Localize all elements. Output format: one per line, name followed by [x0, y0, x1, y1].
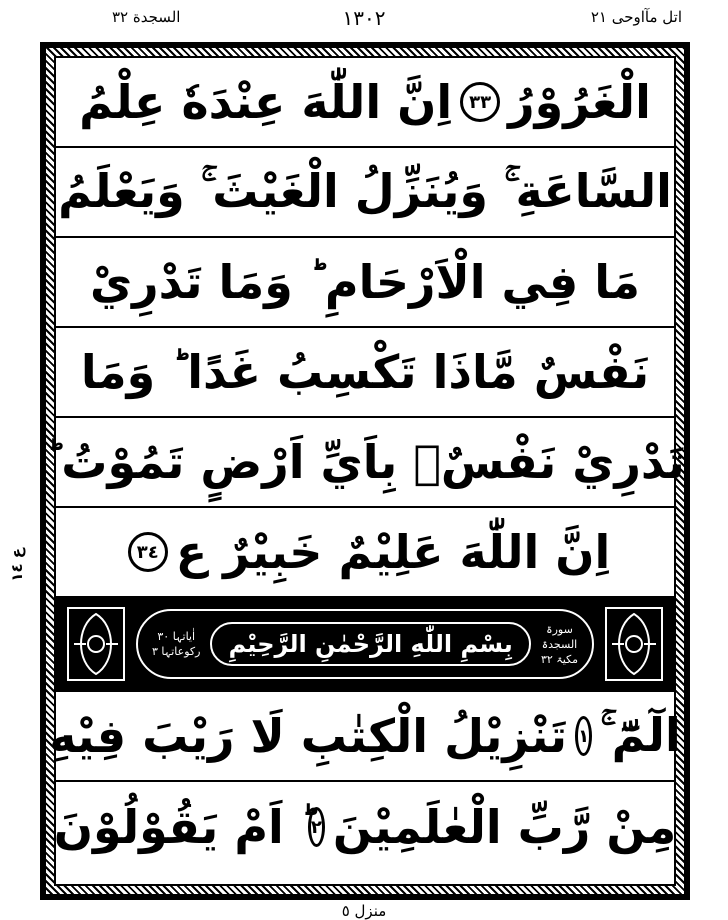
text-line-7	[49, 692, 681, 782]
ayah-number-marker: ٣٣	[460, 82, 500, 122]
para-running-title: اتل مآاوحی ٢١	[590, 8, 682, 26]
verse-text: مَا فِي الْاَرْحَامِ ؕ وَمَا تَدْرِيْ	[90, 255, 640, 309]
manzil-footer: منزل ٥	[341, 902, 387, 920]
ayat-count-block	[152, 629, 200, 659]
verse-text: الٓمّٓ ۚ	[600, 708, 681, 762]
quran-page	[45, 56, 685, 886]
bismillah-frame	[210, 622, 531, 666]
ayah-number-marker: ١	[575, 716, 592, 756]
surah-word: سورۃ	[546, 622, 573, 636]
verse-text: اِنَّ اللّٰهَ عَلِيْمٌ خَبِيْرٌ ع	[175, 525, 611, 579]
text-line-2	[56, 148, 674, 238]
ayat-count: اٰیاتہا ٣٠	[157, 630, 196, 643]
ayah-number-marker: ٢	[308, 807, 325, 847]
ruku-marker: ع ١٤	[8, 548, 26, 582]
surah-type: مکیۃ ٣٢	[540, 652, 578, 666]
verse-text: تَنْزِيْلُ الْكِتٰبِ لَا رَيْبَ فِيْهِ	[49, 709, 568, 763]
surah-running-title: السجدة ٣٢	[112, 8, 181, 26]
ornament-right-icon	[604, 606, 664, 682]
verse-text: نَفْسٌ مَّاذَا تَكْسِبُ غَدًا ؕ وَمَا	[80, 345, 650, 399]
ayah-number-marker: ٣٤	[128, 532, 168, 572]
page-frame	[40, 42, 690, 900]
verse-text: ؕ اَمْ يَقُوْلُوْنَ	[53, 800, 300, 854]
bismillah-text: بِسْمِ اللّٰهِ الرَّحْمٰنِ الرَّحِيْمِ	[228, 630, 513, 658]
page-header	[40, 8, 688, 32]
text-line-4	[56, 328, 674, 418]
text-line-6	[56, 508, 674, 598]
verse-text: الْغَرُوْرُ	[508, 75, 651, 129]
surah-header	[56, 598, 674, 692]
ruku-count: رکوعاتہا ٣	[152, 645, 201, 658]
surah-banner	[136, 609, 594, 679]
ornament-left-icon	[66, 606, 126, 682]
verse-text: مِنْ رَّبِّ الْعٰلَمِيْنَ	[332, 800, 677, 854]
page-number: ١٣٠٢	[342, 6, 386, 30]
verse-text: اِنَّ اللّٰهَ عِنْدَهٗ عِلْمُ	[79, 75, 453, 129]
verse-text: السَّاعَةِ ۚ وَيُنَزِّلُ الْغَيْثَ ۚ وَيَعْلَمُ	[58, 164, 672, 218]
surah-name-block	[541, 622, 578, 667]
verse-text: تَدْرِيْ نَفْسٌۢ بِاَيِّ اَرْضٍ تَمُوْتُ ؕ	[45, 435, 685, 489]
text-line-1	[56, 58, 674, 148]
decorative-border	[46, 48, 684, 894]
text-line-5	[45, 418, 685, 508]
text-line-8	[53, 782, 677, 872]
surah-name: السجدۃ	[541, 637, 578, 651]
text-line-3	[56, 238, 674, 328]
